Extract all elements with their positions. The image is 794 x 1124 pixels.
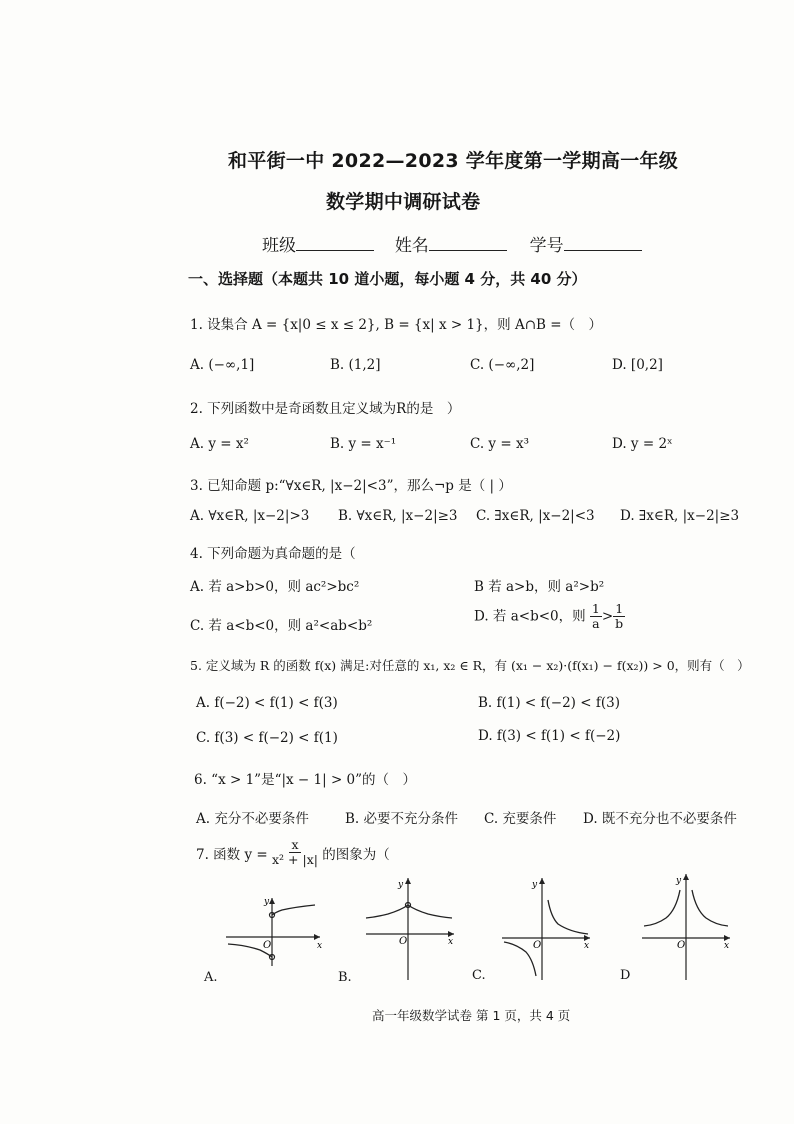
class-label: 班级 [262, 236, 296, 256]
fraction-1-over-b: $\frac{1}{b}$ [615, 601, 624, 632]
origin-label: O [677, 940, 686, 951]
question-2-option-d[interactable]: D. y = 2ˣ [612, 436, 673, 452]
question-4-option-c[interactable]: C. 若 a<b<0，则 a²<ab<b² [190, 618, 373, 634]
curve-left-branch [504, 942, 536, 976]
student-info-row [262, 231, 642, 256]
graph-b-label: B. [338, 970, 352, 985]
graph-c-label: C. [472, 968, 486, 983]
question-1-option-c[interactable]: C. (−∞,2] [470, 357, 535, 373]
graph-a[interactable] [220, 892, 330, 972]
y-axis-arrow-icon [683, 874, 689, 880]
curve-right-branch [408, 905, 452, 918]
x-label: x [584, 941, 590, 951]
question-7-stem-pre: 7. 函数 y = [196, 846, 268, 863]
y-axis-arrow-icon [539, 878, 545, 884]
graph-a-label: A. [204, 970, 218, 985]
curve-right-branch [272, 905, 315, 915]
origin-label: O [263, 940, 272, 951]
class-blank[interactable] [296, 236, 374, 251]
y-label: y [532, 880, 538, 890]
question-1-stem: 1. 设集合 A = {x|0 ≤ x ≤ 2}, B = {x| x > 1}，则 A∩B =（ ） [190, 317, 603, 333]
name-blank[interactable] [429, 236, 507, 251]
question-5-option-b[interactable]: B. f(1) < f(−2) < f(3) [478, 695, 620, 711]
question-5-stem: 5. 定义域为 R 的函数 f(x) 满足:对任意的 x₁, x₂ ∈ R，有 (x₁ − x₂)·(f(x₁) − f(x₂)) > 0，则有（ ） [190, 658, 750, 673]
name-label: 姓名 [394, 236, 429, 256]
question-1-option-d[interactable]: D. [0,2] [612, 357, 663, 373]
question-5-option-a[interactable]: A. f(−2) < f(1) < f(3) [196, 695, 338, 711]
question-2-option-b[interactable]: B. y = x⁻¹ [330, 436, 397, 452]
y-label: y [676, 876, 682, 886]
question-4-option-d[interactable] [474, 602, 625, 632]
x-label: x [448, 937, 454, 947]
graph-b[interactable] [360, 872, 460, 982]
y-label: y [398, 880, 404, 890]
exam-title: 和平街一中 2022—2023 学年度第一学期高一年级 [228, 150, 679, 172]
origin-label: O [533, 940, 542, 951]
fraction-1-over-a: $\frac{1}{a}$ [591, 601, 600, 632]
question-5-option-c[interactable]: C. f(3) < f(−2) < f(1) [196, 730, 338, 746]
curve-right-branch [548, 900, 588, 934]
graph-d-label: D [620, 968, 631, 983]
question-1-option-b[interactable]: B. (1,2] [330, 357, 381, 373]
question-3-stem: 3. 已知命题 p:“∀x∈R, |x−2|<3”，那么¬p 是（ | ） [190, 478, 512, 494]
x-label: x [724, 941, 730, 951]
page-footer: 高一年级数学试卷 第 1 页，共 4 页 [372, 1008, 571, 1023]
curve-left-branch [366, 905, 408, 918]
question-7-fraction: $\frac{x}{\text{x² + |x|}}$ [272, 837, 318, 868]
curve-right-branch [692, 890, 728, 926]
y-label: y [264, 897, 270, 907]
id-blank[interactable] [564, 236, 642, 251]
question-6-option-c[interactable]: C. 充要条件 [484, 811, 557, 827]
exam-subtitle: 数学期中调研试卷 [326, 191, 481, 213]
question-2-stem: 2. 下列函数中是奇函数且定义域为R的是 ） [190, 401, 461, 417]
x-label: x [317, 941, 323, 951]
origin-label: O [399, 936, 408, 947]
question-2-option-a[interactable]: A. y = x² [190, 436, 249, 452]
graph-c[interactable] [496, 872, 596, 982]
question-1-option-a[interactable]: A. (−∞,1] [190, 357, 255, 373]
question-4-option-b[interactable]: B 若 a>b，则 a²>b² [474, 579, 605, 595]
question-6-option-b[interactable]: B. 必要不充分条件 [345, 811, 459, 827]
question-4-option-a[interactable]: A. 若 a>b>0，则 ac²>bc² [190, 579, 360, 595]
graph-d[interactable] [636, 868, 736, 983]
y-axis-arrow-icon [269, 898, 275, 904]
question-4-stem: 4. 下列命题为真命题的是（ [190, 546, 356, 562]
question-6-option-d[interactable]: D. 既不充分也不必要条件 [583, 811, 737, 827]
question-6-option-a[interactable]: A. 充分不必要条件 [196, 811, 309, 827]
question-3-option-b[interactable]: B. ∀x∈R, |x−2|≥3 [338, 508, 458, 524]
question-4-option-d-text: D. 若 a<b<0，则 [474, 608, 586, 625]
y-axis-arrow-icon [405, 878, 411, 884]
x-axis-arrow-icon [314, 934, 320, 940]
curve-left-branch [644, 890, 680, 926]
question-5-option-d[interactable]: D. f(3) < f(1) < f(−2) [478, 728, 621, 744]
question-3-option-d[interactable]: D. ∃x∈R, |x−2|≥3 [620, 508, 740, 524]
greater-than-sign: > [601, 608, 614, 625]
question-7-stem-post: 的图象为（ [322, 846, 390, 863]
id-label: 学号 [529, 236, 564, 256]
question-2-option-c[interactable]: C. y = x³ [470, 436, 529, 452]
question-6-stem: 6. “x > 1”是“|x − 1| > 0”的（ ） [194, 772, 417, 788]
section-heading: 一、选择题（本题共 10 道小题，每小题 4 分，共 40 分） [188, 270, 587, 288]
question-3-option-c[interactable]: C. ∃x∈R, |x−2|<3 [476, 508, 595, 524]
question-3-option-a[interactable]: A. ∀x∈R, |x−2|>3 [190, 508, 310, 524]
question-7-stem [196, 838, 390, 868]
